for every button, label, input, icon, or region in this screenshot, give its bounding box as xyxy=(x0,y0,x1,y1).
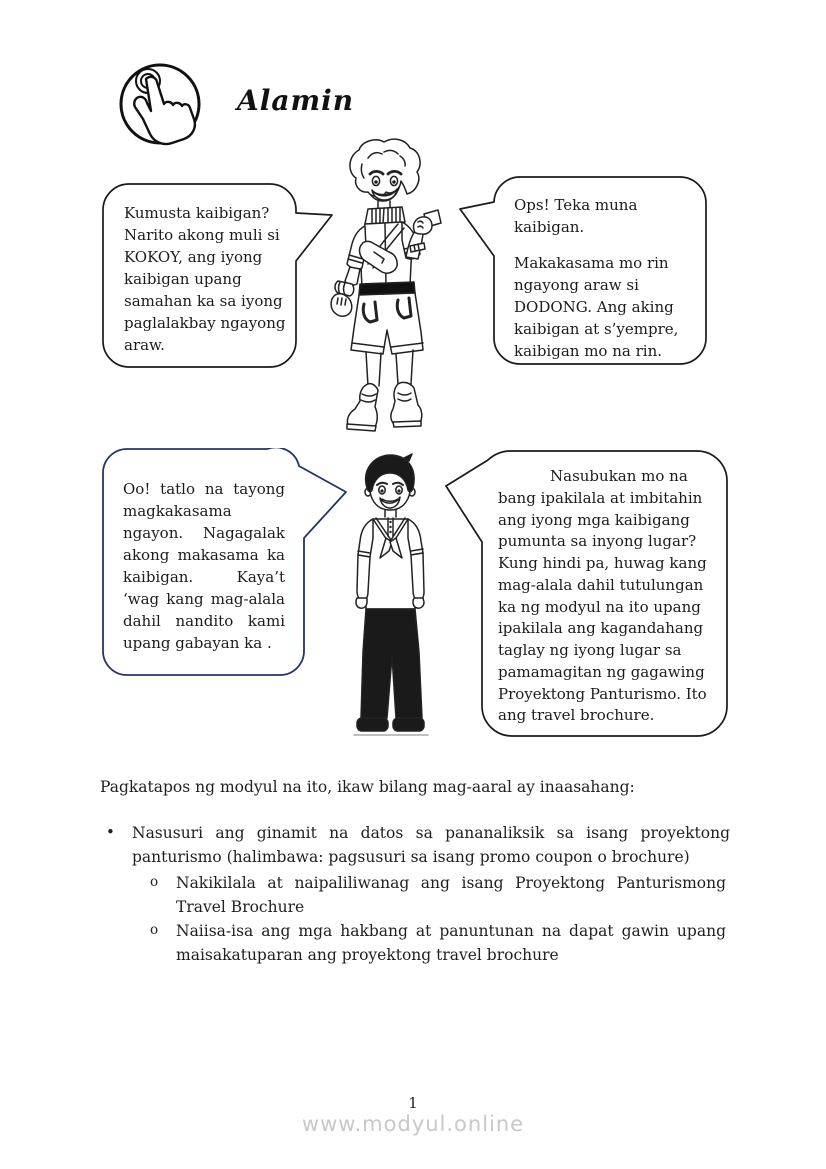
speech-bubble-text: Ops! Teka muna kaibigan. Makakasama mo rin ngayong araw si DODONG. Ang aking kaibigan at s’yempre, kaibigan mo na rin. xyxy=(514,196,679,361)
sub-list-item-text: Naiisa-isa ang mga hakbang at panuntunan na dapat gawin upang maisakatuparan ang proyektong travel brochure xyxy=(176,922,726,965)
expectations-intro: Pagkatapos ng modyul na ito, ikaw bilang mag-aaral ay inaasahang: xyxy=(100,778,635,796)
list-item xyxy=(100,821,730,869)
watermark: www.modyul.online xyxy=(301,1112,525,1136)
list-item-text: Nasusuri ang ginamit na datos sa pananaliksik sa isang proyektong panturismo (halimbawa: pagsusuri sa isang promo coupon o brochure) xyxy=(132,824,730,867)
page-title: Alamin xyxy=(237,84,355,117)
sub-list-item xyxy=(100,871,730,919)
tap-hand-icon xyxy=(118,62,202,146)
speech-bubble-text: Oo! tatlo na tayong magkakasama ngayon. Nagagalak akong makasama ka kaibigan. Kaya’t ‘wag kang mag-alala dahil nandito kami upang gabayan ka . xyxy=(123,480,285,653)
page-number: 1 xyxy=(408,1094,418,1112)
boy-dodong-illustration xyxy=(346,452,436,744)
sub-list-item xyxy=(100,919,730,967)
boy-kokoy-illustration xyxy=(326,138,446,438)
speech-bubble-text: Kumusta kaibigan? Narito akong muli si KOKOY, ang iyong kaibigan upang samahan ka sa iyong paglalakbay ngayong araw. xyxy=(124,204,286,355)
sub-list xyxy=(100,871,730,967)
speech-bubble-text: Nasubukan mo na bang ipakilala at imbitahin ang iyong mga kaibigang pumunta sa inyong lugar? Kung hindi pa, huwag kang mag-alala dahil tutulungan ka ng modyul na ito upang ipakilala ang kagandahang taglay ng iyong lugar sa pamamagitan ng gagawing Proyektong Panturismo. Ito ang travel brochure. xyxy=(498,467,707,725)
bullet-marker: • xyxy=(106,823,115,842)
expectations-section xyxy=(100,775,730,967)
sub-bullet-marker: o xyxy=(150,874,159,891)
sub-list-item-text: Nakikilala at naipaliliwanag ang isang Proyektong Panturismong Travel Brochure xyxy=(176,874,726,917)
sub-bullet-marker: o xyxy=(150,922,159,939)
